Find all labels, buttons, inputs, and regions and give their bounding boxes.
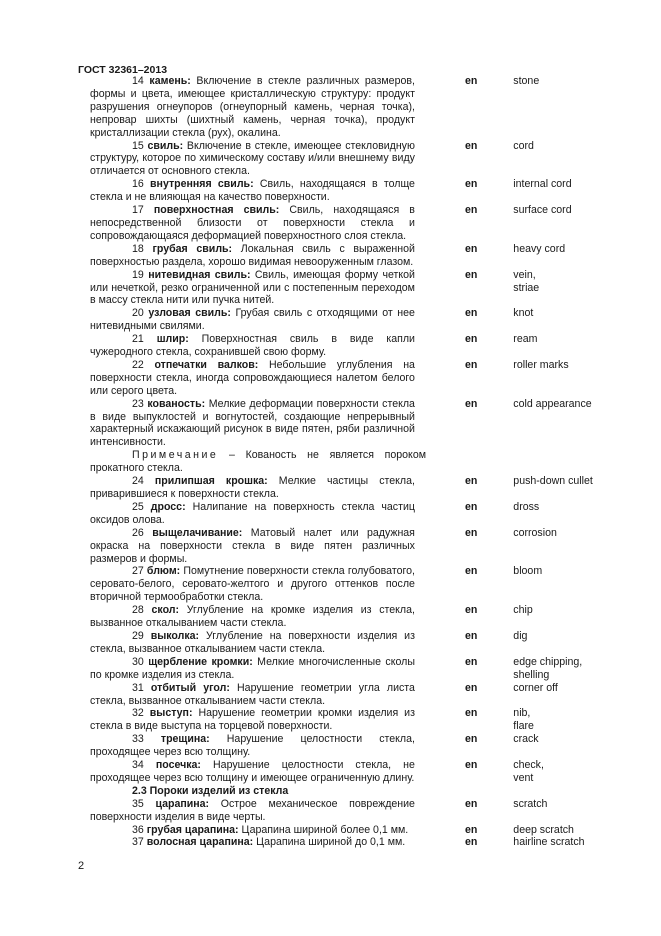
lang-code: en	[464, 75, 478, 87]
term-definition	[90, 733, 415, 759]
term-entry	[90, 398, 610, 450]
english-equivalent: corrosion	[513, 526, 557, 539]
term-text: Свиль, имеющая форму четкой или нечеткой, резко ограниченной или с постепенным переходом в массу стекла нити или пучка нитей.	[90, 268, 415, 307]
english-equivalent: check, vent	[513, 759, 544, 784]
term-number: 25	[132, 500, 151, 513]
standard-header: ГОСТ 32361–2013	[78, 64, 168, 76]
term-text: Нарушение геометрии угла листа стекла, вызванное откалыванием части стекла.	[90, 681, 415, 707]
term-name: свиль:	[147, 139, 184, 152]
term-text: Нарушение целостности стекла, проходящее через всю толщину.	[90, 733, 415, 759]
term-definition	[90, 75, 415, 140]
english-equivalent: bloom	[513, 565, 543, 578]
english-equivalent: push-down cullet	[513, 475, 593, 488]
term-text: Царапина шириной до 0,1 мм.	[253, 836, 406, 849]
english-equivalent: internal cord	[513, 178, 572, 191]
lang-code: en	[464, 759, 478, 772]
english-equivalent: ream	[513, 333, 538, 346]
note	[90, 449, 426, 475]
term-entry	[90, 656, 610, 682]
term-number: 36	[132, 823, 147, 836]
english-equivalent: crack	[513, 733, 539, 746]
term-definition	[90, 140, 415, 179]
term-entry	[90, 140, 610, 179]
term-number: 31	[132, 681, 151, 694]
term-definition	[90, 333, 415, 359]
lang-code: en	[464, 333, 478, 346]
english-equivalent: surface cord	[513, 204, 572, 217]
term-number: 24	[132, 475, 155, 488]
lang-code: en	[464, 836, 478, 849]
term-text: Включение в стекле, имеющее стекловидную структуру, которое по химическому составу и/или внешнему виду отличается от основного стекла.	[90, 139, 415, 178]
term-definition	[90, 527, 415, 566]
term-number: 20	[132, 307, 149, 320]
term-entry	[90, 269, 610, 308]
note-label: Примечание	[132, 449, 219, 462]
term-definition	[90, 269, 415, 308]
term-definition	[90, 307, 415, 333]
english-equivalent: stone	[513, 75, 540, 87]
term-text: Включение в стекле различных размеров, формы и цвета, имеющее кристаллическую структуру: продукт разрушения огнеупоров (огнеупорный камень, черная точка), непровар шихты (шихтный камень, черная точка), продукт кристаллизации стекла (рух), окалина.	[90, 75, 415, 139]
term-entry	[90, 501, 610, 527]
lang-code: en	[464, 139, 478, 152]
term-entry	[90, 243, 610, 269]
term-definition	[90, 604, 415, 630]
lang-code: en	[464, 268, 478, 281]
term-entry	[90, 836, 610, 849]
term-number: 30	[132, 655, 149, 668]
term-text: Свиль, находящаяся в толще стекла и не влияющая на качество поверхности.	[90, 178, 415, 204]
lang-code: en	[464, 178, 478, 191]
term-number: 26	[132, 526, 153, 539]
term-number: 15	[132, 139, 148, 152]
term-number: 33	[132, 733, 161, 746]
term-entry	[90, 359, 610, 398]
english-equivalent: corner off	[513, 681, 558, 694]
term-name: дросс:	[150, 500, 186, 513]
lang-code: en	[464, 797, 478, 810]
term-definition	[90, 501, 415, 527]
term-text: Углубление на кромке изделия из стекла, вызванное откалыванием части стекла.	[90, 604, 415, 630]
english-equivalent: roller marks	[513, 358, 569, 371]
term-entry	[90, 527, 610, 566]
term-number: 22	[132, 358, 155, 371]
english-equivalent: dig	[513, 629, 528, 642]
english-equivalent: chip	[513, 604, 533, 617]
term-entry	[90, 824, 610, 837]
term-entry	[90, 798, 610, 824]
term-text: Мелкие деформации поверхности стекла в виде выпуклостей и вогнутостей, создающие непрерывный характерный искажающий рисунок в виде пятен, ряби различной интенсивности.	[90, 397, 415, 449]
term-name: прилипшая крошка:	[154, 475, 268, 488]
lang-code: en	[464, 500, 478, 513]
term-definition	[90, 824, 415, 837]
lang-code: en	[464, 681, 478, 694]
lang-code: en	[464, 358, 478, 371]
english-equivalent: dross	[513, 500, 540, 513]
term-definition	[90, 398, 415, 450]
term-name: выщелачивание:	[152, 526, 243, 539]
term-number: 17	[132, 204, 154, 217]
term-text: Небольшие углубления на поверхности стекла, иногда сопровождающиеся налетом белого или серого цвета.	[90, 358, 415, 397]
lang-code: en	[464, 475, 478, 488]
term-name: волосная царапина:	[146, 836, 254, 849]
term-entry	[90, 178, 610, 204]
term-name: шлир:	[156, 333, 189, 346]
term-group-1	[90, 75, 610, 449]
term-number: 29	[132, 629, 151, 642]
term-definition	[90, 836, 415, 849]
term-number: 14	[132, 75, 150, 87]
english-equivalent: deep scratch	[513, 823, 574, 836]
term-text: Свиль, находящаяся в непосредственной близости от поверхности стекла и сопровождающаяся деформацией поверхностного слоя стекла.	[90, 204, 415, 242]
term-entry	[90, 682, 610, 708]
term-number: 16	[132, 178, 151, 191]
term-text: Грубая свиль с отходящими от нее нитевидными свилями.	[90, 307, 415, 333]
term-entry	[90, 759, 610, 785]
term-name: выколка:	[150, 629, 200, 642]
term-definition	[90, 178, 415, 204]
lang-code: en	[464, 526, 478, 539]
english-equivalent: hairline scratch	[513, 836, 585, 849]
terms-list	[90, 75, 610, 849]
term-text: Царапина шириной более 0,1 мм.	[238, 823, 409, 836]
term-number: 34	[132, 759, 156, 772]
lang-code: en	[464, 629, 478, 642]
lang-code: en	[464, 655, 478, 668]
term-name: внутренняя свиль:	[150, 178, 254, 191]
term-group-3	[90, 798, 610, 850]
term-name: камень:	[149, 75, 191, 87]
english-equivalent: cord	[513, 139, 534, 152]
term-name: скол:	[151, 604, 180, 617]
page-number: 2	[78, 860, 85, 872]
term-name: грубая свиль:	[152, 242, 233, 255]
term-name: царапина:	[155, 797, 210, 810]
term-number: 18	[132, 242, 153, 255]
note-text: – Кованость не является пороком прокатного стекла.	[90, 449, 426, 475]
term-entry	[90, 307, 610, 333]
term-name: щербление кромки:	[148, 655, 253, 668]
lang-code: en	[464, 604, 478, 617]
term-definition	[90, 759, 415, 785]
term-number: 32	[132, 707, 150, 720]
term-number: 23	[132, 397, 148, 410]
lang-code: en	[464, 242, 478, 255]
term-entry	[90, 630, 610, 656]
term-text: Мелкие частицы стекла, приварившиеся к поверхности стекла.	[90, 475, 415, 500]
term-number: 28	[132, 604, 152, 617]
term-definition	[90, 204, 415, 243]
term-entry	[90, 604, 610, 630]
term-definition	[90, 707, 415, 733]
term-group-2	[90, 475, 610, 785]
english-equivalent: heavy cord	[513, 242, 566, 255]
term-number: 21	[132, 333, 157, 346]
term-name: отбитый угол:	[150, 681, 230, 694]
term-entry	[90, 333, 610, 359]
section-heading: 2.3 Пороки изделий из стекла	[132, 784, 289, 797]
term-text: Мелкие многочисленные сколы по кромке изделия из стекла.	[90, 655, 415, 681]
lang-code: en	[464, 707, 478, 720]
term-name: нитевидная свиль:	[148, 268, 251, 281]
term-name: отпечатки валков:	[154, 358, 259, 371]
term-entry	[90, 204, 610, 243]
term-text: Острое механическое повреждение поверхности изделия в виде черты.	[90, 797, 415, 823]
term-entry	[90, 707, 610, 733]
term-name: посечка:	[155, 759, 201, 772]
english-equivalent: cold appearance	[513, 397, 592, 410]
lang-code: en	[464, 733, 478, 746]
term-definition	[90, 565, 415, 604]
term-text: Помутнение поверхности стекла голубоватого, серовато-белого, серовато-желтого и другого оттенков после вторичной термообработки стекла.	[90, 565, 415, 604]
term-name: трещина:	[160, 733, 210, 746]
english-equivalent: nib, flare	[513, 707, 534, 733]
term-definition	[90, 682, 415, 708]
lang-code: en	[464, 204, 478, 217]
term-text: Налипание на поверхность стекла частиц оксидов олова.	[90, 500, 415, 526]
english-equivalent: vein, striae	[513, 268, 540, 294]
term-name: выступ:	[149, 707, 193, 720]
term-name: грубая царапина:	[146, 823, 239, 836]
term-entry	[90, 475, 610, 501]
term-text: Поверхностная свиль в виде капли чужеродного стекла, сохранившей свою форму.	[90, 333, 415, 359]
term-text: Локальная свиль с выраженной поверхностью раздела, хорошо видимая невооруженным глазом.	[90, 242, 415, 268]
term-definition	[90, 798, 415, 824]
lang-code: en	[464, 307, 478, 320]
term-number: 35	[132, 797, 156, 810]
term-name: блюм:	[146, 565, 181, 578]
term-number: 27	[132, 565, 147, 578]
term-definition	[90, 656, 415, 682]
term-text: Углубление на поверхности изделия из стекла, вызванное откалыванием части стекла.	[90, 629, 415, 655]
term-name: узловая свиль:	[148, 307, 231, 320]
english-equivalent: edge chipping, shelling	[513, 655, 583, 681]
term-text: Нарушение целостности стекла, не проходящее через всю толщину и имеющее ограниченную длину.	[90, 759, 415, 784]
term-entry	[90, 75, 610, 140]
english-equivalent: scratch	[513, 797, 548, 810]
term-name: поверхностная свиль:	[153, 204, 280, 217]
lang-code: en	[464, 823, 478, 836]
term-text: Матовый налет или радужная окраска на поверхности стекла в виде пятен различных размеров и формы.	[90, 526, 415, 565]
lang-code: en	[464, 397, 478, 410]
term-definition	[90, 243, 415, 269]
term-entry	[90, 733, 610, 759]
term-name: кованость:	[147, 397, 206, 410]
term-definition	[90, 630, 415, 656]
lang-code: en	[464, 565, 478, 578]
term-number: 19	[132, 268, 149, 281]
term-definition	[90, 359, 415, 398]
english-equivalent: knot	[513, 307, 534, 320]
term-entry	[90, 565, 610, 604]
term-text: Нарушение геометрии кромки изделия из стекла в виде выступа на торцевой поверхности.	[90, 707, 415, 733]
term-definition	[90, 475, 415, 501]
term-number: 37	[132, 836, 147, 849]
